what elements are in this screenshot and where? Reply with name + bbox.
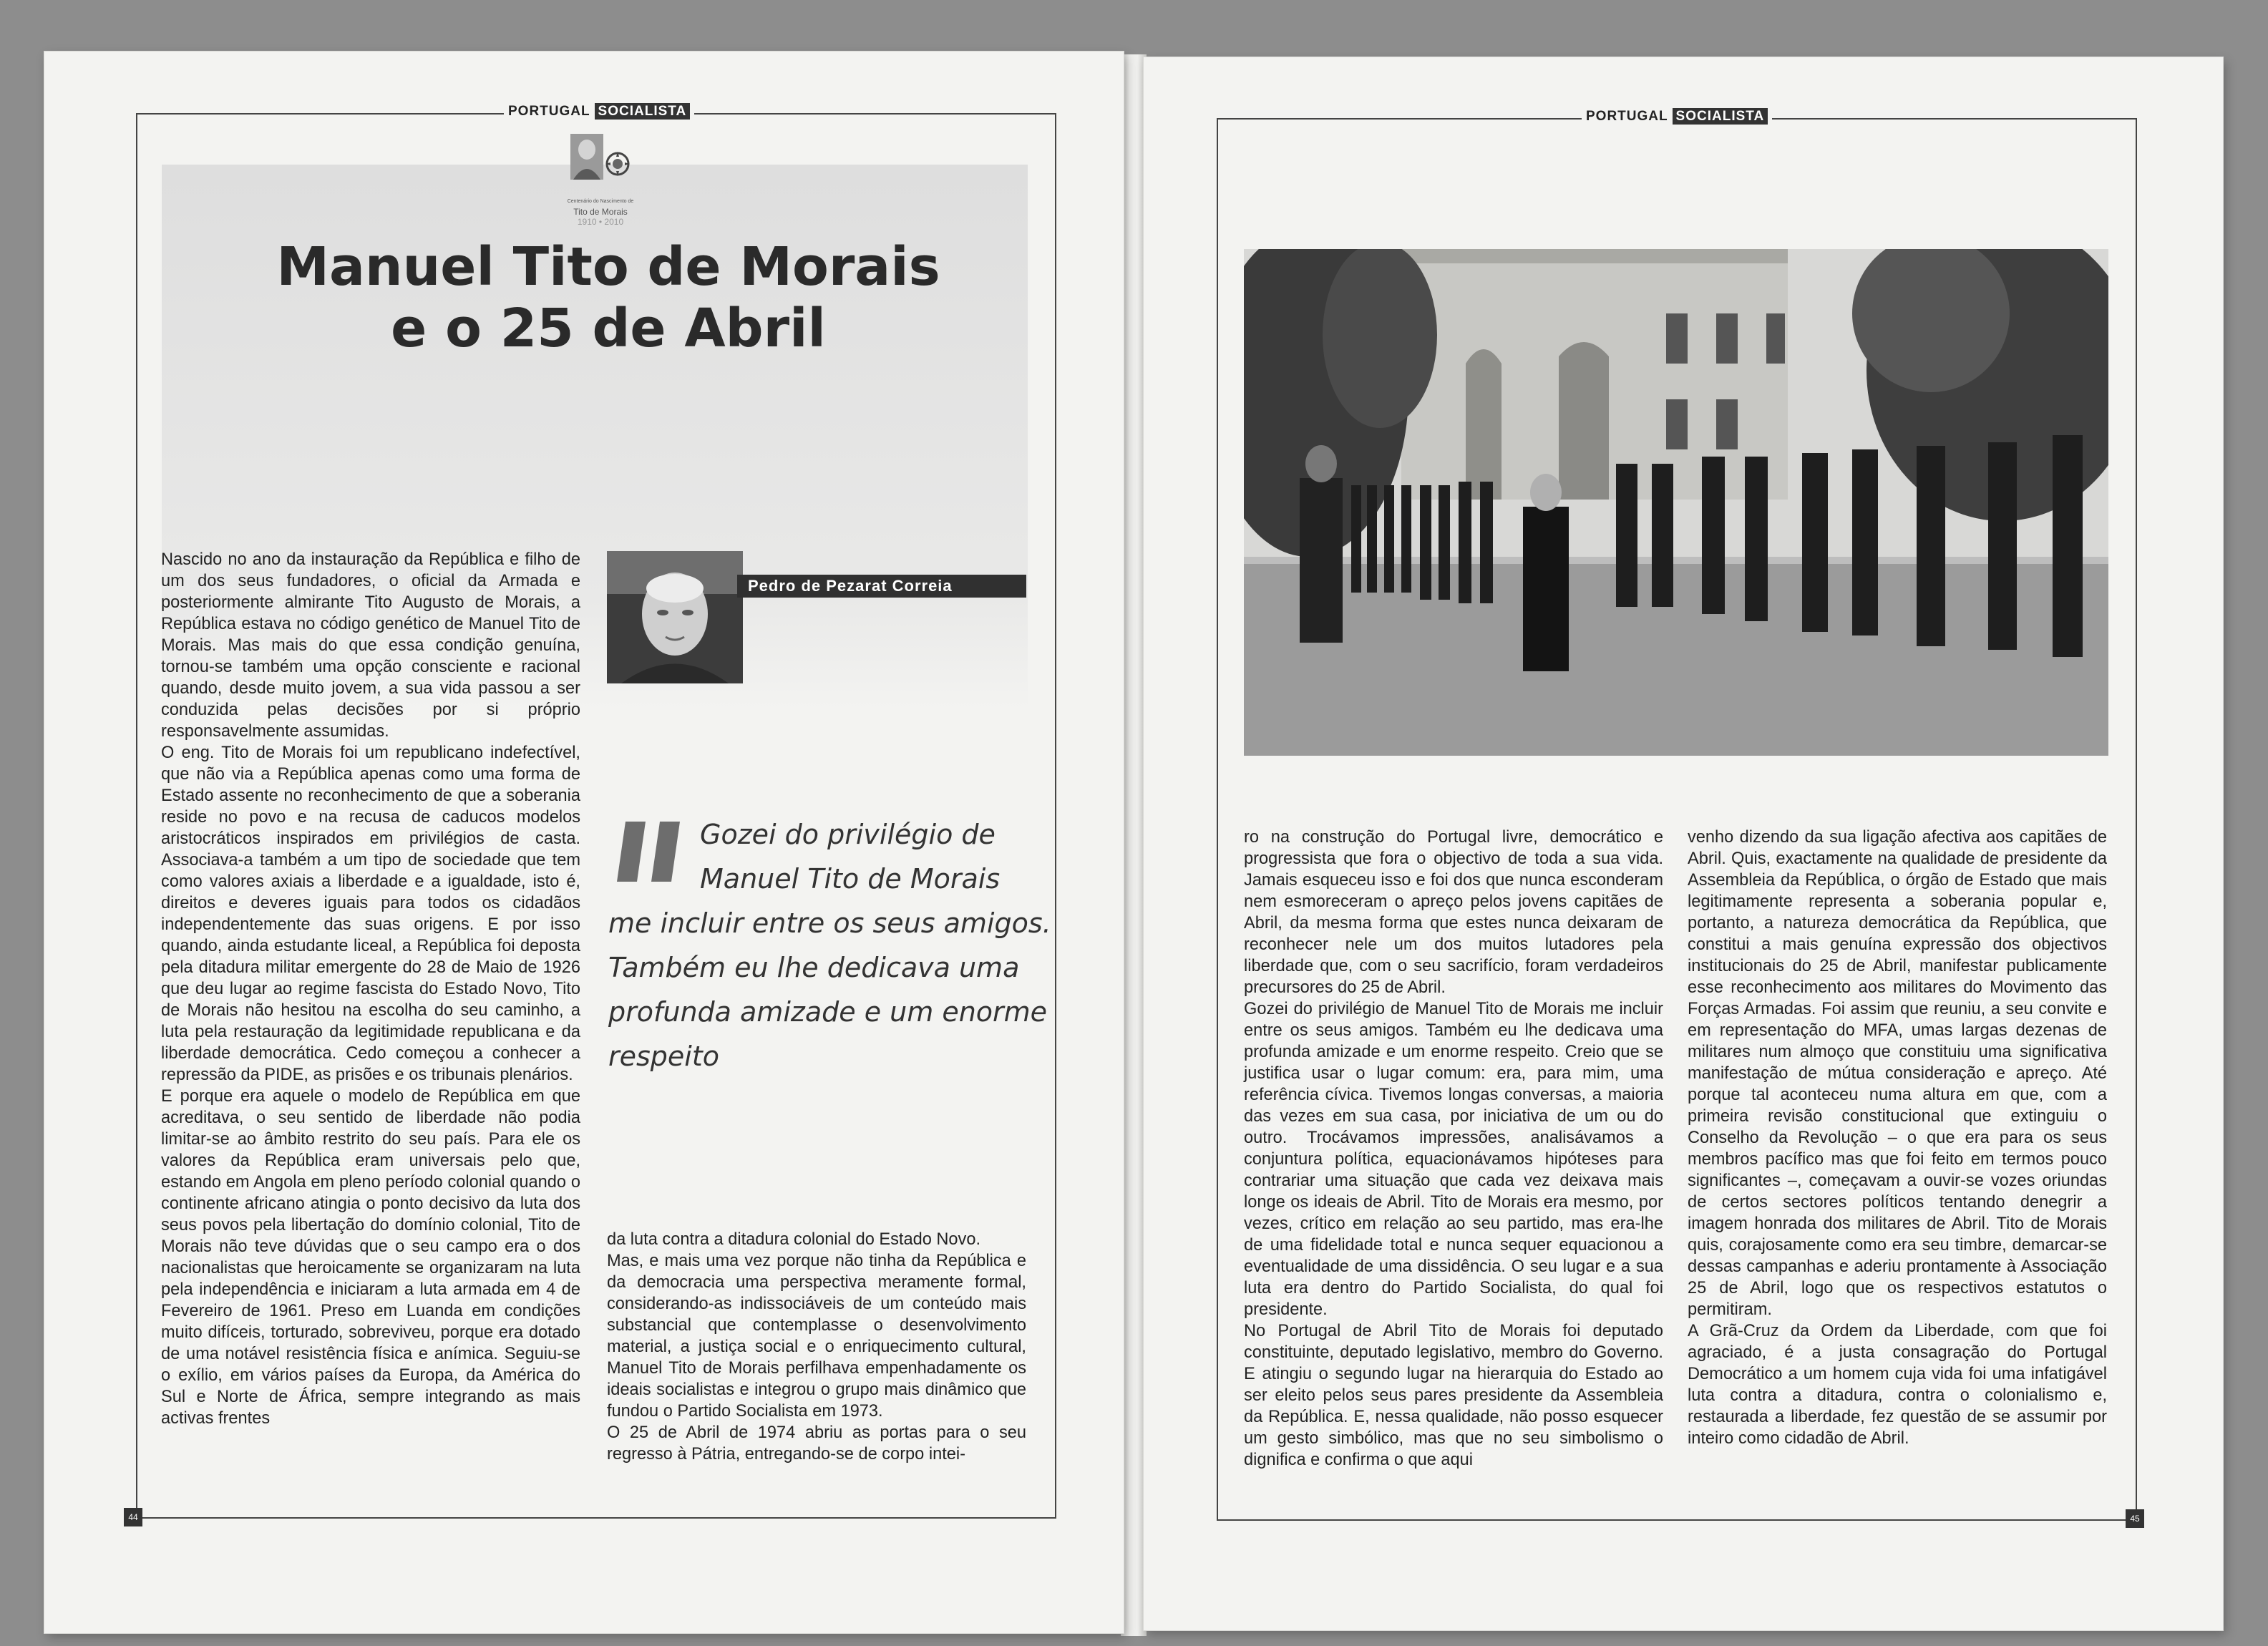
paragraph: venho dizendo da sua ligação afectiva aos capitães de Abril. Quis, exactamente na qualidade de presidente da Assembleia da República, o órgão de Estado que mais legitimamente representa a soberania popular e, portanto, a natureza democrática da República, que constitui a mais genuína expressão dos objectivos institucionais do 25 de Abril, manifestar publicamente esse reconhecimento aos militares do Movimento das Forças Armadas. Foi assim que reuniu, a seu convite e em representação do MFA, umas largas dezenas de militares num almoço que constituiu uma significativa manifestação de mútua consideração e apreço. Até porque tal aconteceu numa altura em que, com a primeira revisão constitucional que extinguiu o Conselho da Revolução – o que era para os seus membros pacífico mas que foi feito em termos pouco significantes –, começavam a ouvir-se vozes oriundas de certos sectores políticos tentando denegrir a imagem honrada dos militares de Abril. Tito de Morais quis, corajosamente como era seu timbre, demarcar-se dessas campanhas e aderiu prontamente à Associação 25 de Abril, logo que os respectivos estatutos o permitiram. — [1688, 828, 2107, 1319]
book-gutter — [1121, 54, 1147, 1636]
article-title-line1: Manuel Tito de Morais — [276, 236, 940, 298]
pull-quote-line: me incluir entre os seus amigos. — [608, 907, 1051, 939]
pull-quote-line: Manuel Tito de Morais — [700, 863, 1001, 895]
masthead-word-portugal: PORTUGAL — [508, 104, 590, 119]
paragraph: ro na construção do Portugal livre, democrático e progressista que fora o objectivo de toda a sua vida. Jamais esqueceu isso e foi dos que nunca esconderam nem esmoreceram o apreço pelos jovens capitães de Abril, da mesma forma que estes nunca deixaram de reconhecer nele um dos muitos lutadores pela liberdade que, com o seu sacrifício, foram verdadeiros precursores do 25 de Abril. — [1244, 828, 1663, 997]
paragraph: Mas, e mais uma vez porque não tinha da República e da democracia uma perspectiva meramente formal, considerando-as indissociáveis de um conteúdo mais substancial que contemplasse o desenvolvimento material, a justiça social e o enriquecimento cultural, Manuel Tito de Morais perfilhava empenhadamente os ideais socialistas e integrou o grupo mais dinâmico que fundou o Partido Socialista em 1973. — [607, 1252, 1026, 1421]
author-portrait — [607, 551, 743, 683]
article-title-line2: e o 25 de Abril — [391, 298, 826, 359]
masthead-word-socialista: SOCIALISTA — [595, 103, 691, 120]
paragraph: O eng. Tito de Morais foi um republicano indefectível, que não via a República apenas como uma forma de Estado assente no reconhecimento de que a soberania reside no povo e na recusa de caducos modelos aristocráticos inspirados em privilégios de casta. Associava-a também a um tipo de sociedade que tem como valores axiais a liberdade e a igualdade, isto é, direitos e deveres iguais para todos os cidadãos independentemente das suas origens. E por isso quando, ainda estudante liceal, a República foi deposta pela ditadura militar emergente do 28 de Maio de 1926 que deu lugar ao regime fascista do Estado Novo, Tito de Morais não hesitou na escolha do seu caminho, a luta pela restauração da legitimidade republicana e da liberdade democrática. Cedo começou a conhecer a repressão da PIDE, as prisões e os tribunais plenários. — [161, 744, 580, 1084]
right-page-number: 45 — [2126, 1509, 2144, 1528]
left-column-2 — [607, 1229, 1026, 1465]
masthead-word-portugal: PORTUGAL — [1586, 109, 1668, 124]
author-byline: Pedro de Pezarat Correia — [748, 577, 953, 595]
left-column-1 — [161, 549, 580, 1429]
pull-quote-line: profunda amizade e um enorme — [608, 996, 1048, 1028]
paragraph: Gozei do privilégio de Manuel Tito de Morais me incluir entre os seus amigos. Também eu lhe dedicava uma profunda amizade e um enorme respeito. Creio que se justifica usar o lugar comum: era, para mim, uma referência cívica. Tivemos longas conversas, a maioria das vezes em sua casa, por iniciativa de um ou do outro. Trocávamos impressões, analisávamos a conjuntura política, equacionávamos hipóteses para contrariar uma situação que cada vez deixava mais longe os ideais de Abril. Tito de Morais era mesmo, por vezes, crítico em relação ao seu partido, mas era-lhe de uma fidelidade total e nunca sequer equacionou a eventualidade de uma dissidência. O seu lugar e a sua luta era dentro do Partido Socialista, do qual foi presidente. — [1244, 1000, 1663, 1319]
seal-caption — [544, 197, 657, 227]
masthead-word-socialista: SOCIALISTA — [1673, 108, 1768, 125]
seal-caption-line3: 1910 • 2010 — [577, 217, 624, 227]
article-title — [215, 236, 1002, 359]
right-column-2 — [1688, 827, 2107, 1449]
paragraph: No Portugal de Abril Tito de Morais foi deputado constituinte, deputado legislativo, membro do Governo. E atingiu o segundo lugar na hierarquia do Estado ao ser eleito pelos seus pares presidente da Assembleia da República. E, nessa qualidade, não posso esquecer um gesto simbólico, mas que no seu simbolismo o dignifica e confirma o que aqui — [1244, 1322, 1663, 1469]
pull-quote-line: respeito — [608, 1041, 720, 1072]
pull-quote-line: Também eu lhe dedicava uma — [608, 952, 1020, 983]
paragraph: da luta contra a ditadura colonial do Estado Novo. — [607, 1230, 981, 1249]
quote-mark-icon — [610, 816, 684, 882]
seal-caption-line2: Tito de Morais — [573, 207, 628, 217]
paragraph: E porque era aquele o modelo de República em que acreditava, o seu sentido de liberdade não podia limitar-se ao âmbito restrito do seu país. Para ele os valores da República eram universais pelo que, estando em Angola em pleno período colonial quando o continente africano atingia o ponto decisivo da luta dos seus povos pela libertação do domínio colonial, Tito de Morais não teve dúvidas que o seu campo era o dos nacionalistas que heroicamente se organizaram na luta pela independência e iniciaram a luta armada em 4 de Fevereiro de 1961. Preso em Luanda em condições muito difíceis, torturado, sobreviveu, porque era dotado de uma notável resistência física e anímica. Seguiu-se o exílio, em vários países da Europa, da América do Sul e Norte de África, sempre integrando as mais activas frentes — [161, 1087, 580, 1428]
left-masthead — [504, 104, 694, 120]
seal-caption-line1: Centenário do Nascimento de — [567, 199, 634, 204]
left-page-number: 44 — [124, 1508, 142, 1526]
pull-quote-line: Gozei do privilégio de — [700, 819, 996, 850]
paragraph: O 25 de Abril de 1974 abriu as portas para o seu regresso à Pátria, entregando-se de corpo intei- — [607, 1423, 1026, 1464]
right-masthead — [1582, 109, 1772, 125]
military-parade-photo — [1244, 249, 2108, 756]
right-column-1 — [1244, 827, 1663, 1471]
paragraph: A Grã-Cruz da Ordem da Liberdade, com que foi agraciado, é a justa consagração do Portugal Democrático a um homem cuja vida foi uma infatigável luta contra a ditadura, contra o colonialismo e, restaurada a liberdade, fez questão de se assumir por inteiro como cidadão de Abril. — [1688, 1322, 2107, 1448]
paragraph: Nascido no ano da instauração da República e filho de um dos seus fundadores, o oficial da Armada e posteriormente almirante Tito Augusto de Morais, a República estava no código genético de Manuel Tito de Morais. Mas mais do que essa condição genuína, tornou-se também uma opção consciente e racional quando, desde muito jovem, a sua vida passou a ser conduzida pelas decisões por si próprio responsavelmente assumidas. — [161, 550, 580, 741]
centenary-seal — [569, 131, 632, 182]
